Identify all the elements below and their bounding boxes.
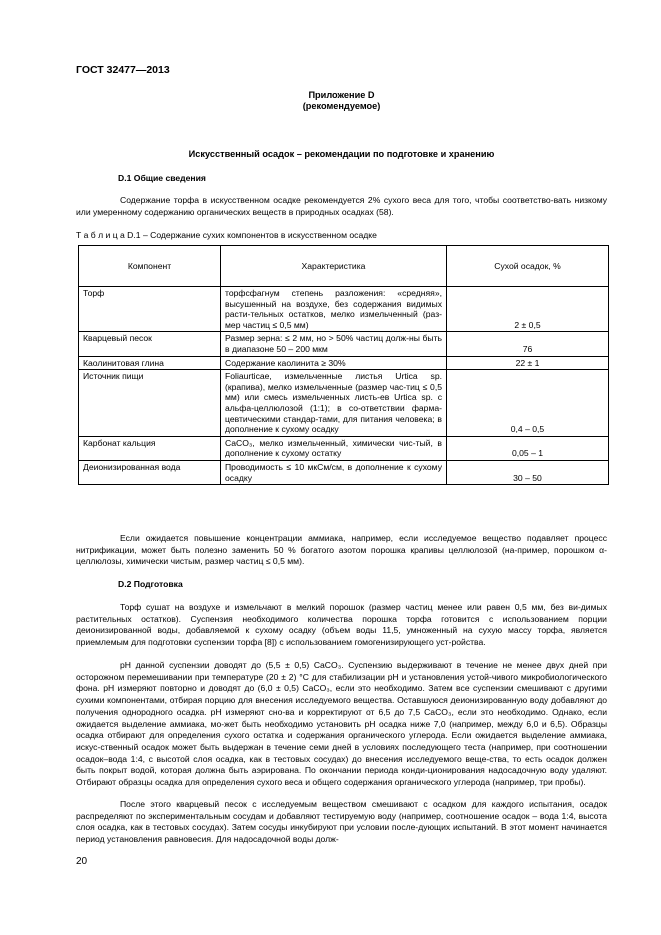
header-dry-sediment: Сухой осадок, % (447, 246, 609, 287)
row-description: CaCO₃, мелко измельченный, химически чис-тый, в дополнение к сухому остатку (221, 436, 447, 460)
row-value: 76 (447, 332, 609, 356)
page-number: 20 (76, 856, 88, 867)
after-table-paragraph: Если ожидается повышение концентрации аммиака, например, если исследуемое вещество подавляет процесс нитрификации, может быть полезно заменить 50 % богатого азотом порошка крапивы целлюлозой (на-пример, порошком α-целлюлозы, химически чистым, размер частиц ≤ 0,5 мм). (76, 533, 607, 567)
table-row (79, 287, 609, 332)
row-component: Деионизированная вода (79, 460, 221, 484)
table-row (79, 356, 609, 370)
table-caption: Т а б л и ц а D.1 – Содержание сухих компонентов в искусственном осадке (76, 230, 377, 240)
row-component: Торф (79, 287, 221, 332)
row-component: Каолинитовая глина (79, 356, 221, 370)
standard-designation: ГОСТ 32477—2013 (76, 64, 170, 76)
appendix-subtitle: (рекомендуемое) (302, 101, 381, 111)
table-row (79, 332, 609, 356)
row-description: Проводимость ≤ 10 мкСм/см, в дополнение к сухому осадку (221, 460, 447, 484)
row-component: Карбонат кальция (79, 436, 221, 460)
row-description: Размер зерна: ≤ 2 мм, но > 50% частиц долж-ны быть в диапазоне 50 – 200 мкм (221, 332, 447, 356)
row-value: 2 ± 0,5 (447, 287, 609, 332)
row-value: 30 – 50 (447, 460, 609, 484)
row-description: Foliaurticae, измельченные листья Urtica sp. (крапива), мелко измельченные (размер час-тиц ≤ 0,5 мм) или смесь измельченных листь-ев Urtica sp. с альфа-целлюлозой (1:1); в со-ответствии фарма-цевтическими стандар-тами, для питания человека; в дополнение к сухому осадку (221, 370, 447, 437)
row-value: 0,4 – 0,5 (447, 370, 609, 437)
row-component: Источник пищи (79, 370, 221, 437)
table-header-row (79, 246, 609, 287)
preparation-paragraph-2: pH данной суспензии доводят до (5,5 ± 0,5) CaCO₃. Суспензию выдерживают в течение не менее двух дней при осторожном перемешивании при температуре (20 ± 2) °C для стабилизации pH и установления устой-чивого микробиологического фона. pH измеряют повторно и доводят до (6,0 ± 0,5) CaCO₃, если это необходимо. Затем все суспензии смешивают с другими сухими компонентами, отбирая порцию для внесения исследуемого вещества. Оставшуюся деионизированную воду добавляют до получения однородного осадка. pH измеряют сно-ва и корректируют от 6,5 до 7,5 CaCO₃, если это необходимо. Однако, если ожидается выделение аммиака, мо-жет быть необходимо установить pH осадка ниже 7,0 (например, между 6,0 и 6,5). Образцы осадка отбирают для определения сухого остатка и содержания органического углерода. Если ожидается выделение аммиака, искус-ственный осадок может быть выдержан в течение семи дней в условиях последующего теста (например, при соотношении осадок–вода 1:4, с высотой слоя осадка, как в тестовых сосудах) до внесения исследуемого веще-ства, то есть осадок должен быть покрыт водой, которая должна быть аэрирована. По окончании периода конди-ционирования надосадочную воду удаляют. Отбирают образцы осадка для определения сухого веса и общего содержания органического углерода (например, три пробы). (76, 660, 607, 788)
table-row (79, 460, 609, 484)
general-paragraph: Содержание торфа в искусственном осадке рекомендуется 2% сухого веса для того, чтобы соответство-вать низкому или умеренному содержанию органических веществ в природных осадках (58). (76, 195, 607, 217)
row-description: Содержание каолинита ≥ 30% (221, 356, 447, 370)
appendix-title: Приложение D (308, 90, 375, 100)
header-component: Компонент (79, 246, 221, 287)
preparation-paragraph-1: Торф сушат на воздухе и измельчают в мелкий порошок (размер частиц менее или равен 0,5 мм, без ви-димых растительных остатков). Суспензия необходимого количества порошка торфа готовится с использованием порции деионизированной воды, добавляемой к сухому осадку (объем воды 11,5, умноженный на сухую массу торфа, является приемлемым для подготовки суспензии торфа [8]) с использованием гомогенизирующего уст-ройства. (76, 602, 607, 648)
section-heading-general: D.1 Общие сведения (118, 173, 206, 183)
table-row (79, 370, 609, 437)
preparation-paragraph-3: После этого кварцевый песок с исследуемым веществом смешивают с осадком для каждого испытания, осадок распределяют по экспериментальным сосудам и добавляют тестируемую воду (например, соотношение осадок – вода 1:4, высота слоя осадка, как в тестовых сосудах). Затем сосуды инкубируют при условии после-дующих испытаний. В этот момент начинается период установления равновесия. Для надосадочной воды долж- (76, 799, 607, 845)
row-value: 22 ± 1 (447, 356, 609, 370)
row-description: торфсфагнум степень разложения: «средняя», высушенный на воздухе, без содержания видимых расти-тельных остатков, мелко измельченный (раз-мер частиц ≤ 0,5 мм) (221, 287, 447, 332)
section-heading-preparation: D.2 Подготовка (118, 579, 183, 589)
row-value: 0,05 – 1 (447, 436, 609, 460)
row-component: Кварцевый песок (79, 332, 221, 356)
components-table (78, 245, 609, 485)
table-row (79, 436, 609, 460)
header-description: Характеристика (221, 246, 447, 287)
main-title: Искусственный осадок – рекомендации по подготовке и хранению (188, 149, 495, 159)
